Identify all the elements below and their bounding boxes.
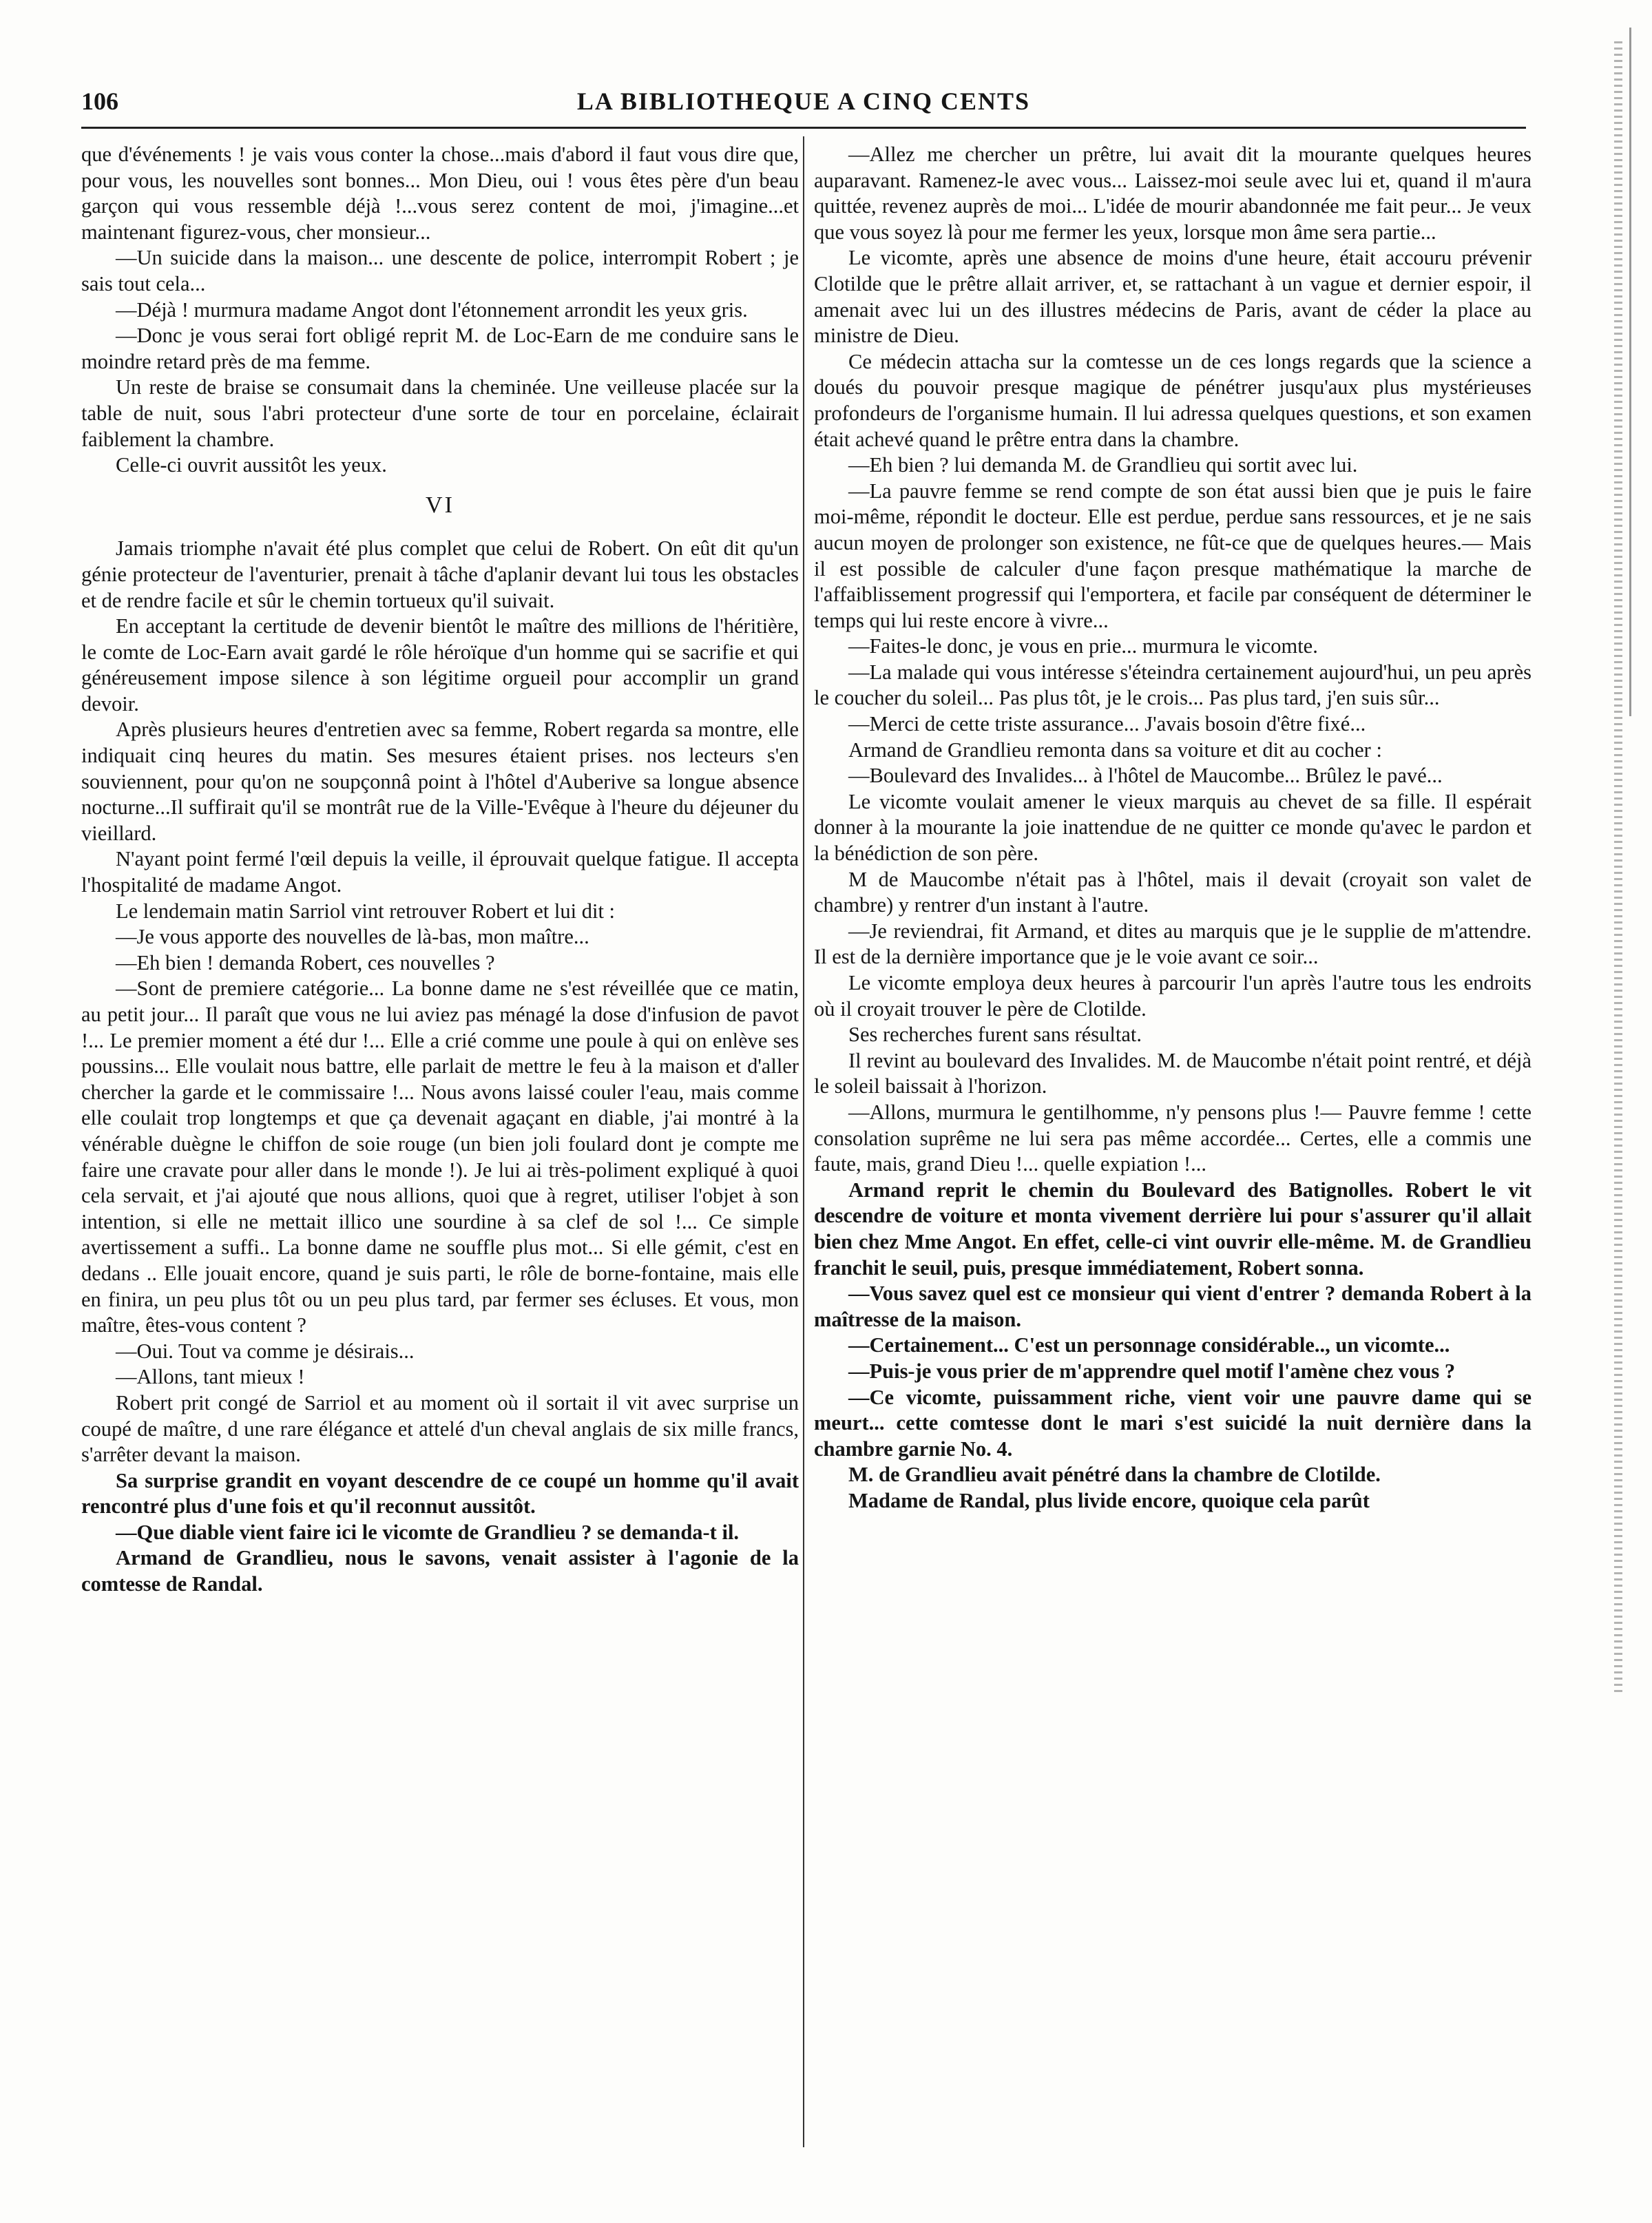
paragraph: En acceptant la certitude de devenir bientôt le maître des millions de l'héritière, le comte de Loc-Earn avait gardé le rôle héroïque d'un homme qui se sacrifie et qui généreusement impose silence à son légitime orgueil pour accomplir un grand devoir. xyxy=(81,614,799,716)
paragraph: —Un suicide dans la maison... une descente de police, interrompit Robert ; je sais tout cela... xyxy=(81,246,799,295)
paragraph: Armand de Grandlieu remonta dans sa voiture et dit au cocher : xyxy=(848,738,1382,762)
page-number: 106 xyxy=(81,87,118,115)
paragraph: —Je vous apporte des nouvelles de là-bas, mon maître... xyxy=(116,925,589,949)
left-column xyxy=(81,142,799,2167)
paragraph: Sa surprise grandit en voyant descendre de ce coupé un homme qu'il avait rencontré plus d'une fois et qu'il reconnut aussitôt. xyxy=(81,1468,799,1518)
paragraph: —Sont de premiere catégorie... La bonne dame ne s'est réveillée que ce matin, au petit jour... Il paraît que vous ne lui aviez pas ménagé la dose d'infusion de pavot !... Le premier moment a été dur !... Elle a crié comme une poule à qui on enlève ses poussins... Elle voulait nous battre, elle parlait de mettre le feu à la maison et d'aller chercher la garde et le commissaire !... Nous avons laissé couler l'eau, mais comme elle coulait trop longtemps et que ça devenait agaçant en diable, j'ai montré à la vénérable duègne le chiffon de soie rouge (un bien joli foulard dont je compte me faire une cravate pour aller dans le monde !). Je lui ai très-poliment expliqué à quoi cela servait, et j'ai ajouté que nous allions, quoi que à regret, utiliser l'objet à son intention, si elle ne mettait illico une sourdine à sa clef de sol !... Ce simple avertissement a suffi.. La bonne dame ne souffle plus mot... Si elle gémit, c'est en dedans .. Elle jouait encore, quand je suis parti, le rôle de borne-fontaine, mais elle en finira, un peu plus tôt ou un peu plus tard, par fermer ses écluses. Et vous, mon maître, êtes-vous content ? xyxy=(81,977,799,1337)
scan-edge-line xyxy=(1629,28,1631,716)
paragraph: Le vicomte employa deux heures à parcourir l'un après l'autre tous les endroits où il croyait trouver le père de Clotilde. xyxy=(814,971,1531,1021)
paragraph: —Allons, tant mieux ! xyxy=(116,1365,305,1389)
paragraph: —La malade qui vous intéresse s'éteindra certainement aujourd'hui, un peu après le coucher du soleil... Pas plus tôt, je le crois... Pas plus tard, j'en suis sûr... xyxy=(814,660,1531,710)
paragraph: —La pauvre femme se rend compte de son état aussi bien que je puis le faire moi-même, répondit le docteur. Elle est perdue, perdue sans ressources, et je ne sais aucun moyen de prolonger son existence, ne fût-ce que de quelques heures.— Mais il est possible de calculer d'une façon presque mathématique la marche de l'affaiblissement progressif qui l'emportera, et facile par conséquent de déterminer le temps qui lui reste encore à vivre... xyxy=(814,479,1531,632)
running-title: LA BIBLIOTHEQUE A CINQ CENTS xyxy=(576,87,1031,115)
scan-edge-artifact xyxy=(1614,41,1622,1694)
paragraph: —Puis-je vous prier de m'apprendre quel motif l'amène chez vous ? xyxy=(848,1359,1456,1383)
paragraph: Robert prit congé de Sarriol et au moment où il sortait il vit avec surprise un coupé de maître, d une rare élégance et attelé d'un cheval anglais de six mille francs, s'arrêter devant la maison. xyxy=(81,1390,799,1467)
paragraph: Il revint au boulevard des Invalides. M. de Maucombe n'était point rentré, et déjà le soleil baissait à l'horizon. xyxy=(814,1048,1531,1098)
paragraph: —Je reviendrai, fit Armand, et dites au marquis que je le supplie de m'attendre. Il est de la dernière importance que je le voie avant ce soir... xyxy=(814,919,1531,969)
paragraph: —Vous savez quel est ce monsieur qui vient d'entrer ? demanda Robert à la maîtresse de la maison. xyxy=(814,1282,1531,1331)
paragraph: —Eh bien ? lui demanda M. de Grandlieu qui sortit avec lui. xyxy=(848,453,1358,477)
paragraph: Le vicomte, après une absence de moins d'une heure, était accouru prévenir Clotilde que le prêtre allait arriver, et, se rattachant à un vague et dernier espoir, il amenait avec lui un des illustres médecins de Paris, avant de céder la place au ministre de Dieu. xyxy=(814,246,1531,348)
paragraph: que d'événements ! je vais vous conter la chose...mais d'abord il faut vous dire que, pour vous, les nouvelles sont bonnes... Mon Dieu, oui ! vous êtes père d'un beau garçon qui vous ressemble déjà !...vous serez content de moi, j'imagine...et maintenant figurez-vous, cher monsieur... xyxy=(81,143,799,244)
paragraph: Ce médecin attacha sur la comtesse un de ces longs regards que la science a doués du pouvoir presque magique de pénétrer jusqu'aux plus mystérieuses profondeurs de l'organisme humain. Il lui adressa quelques questions, et son examen était achevé quand le prêtre entra dans la chambre. xyxy=(814,349,1531,451)
paragraph: Un reste de braise se consumait dans la cheminée. Une veilleuse placée sur la table de nuit, sous l'abri protecteur d'une sorte de tour en porcelaine, éclairait faiblement la chambre. xyxy=(81,375,799,451)
paragraph: —Oui. Tout va comme je désirais... xyxy=(116,1339,415,1363)
paragraph: Ses recherches furent sans résultat. xyxy=(848,1023,1142,1047)
paragraph: Jamais triomphe n'avait été plus complet que celui de Robert. On eût dit qu'un génie protecteur de l'aventurier, prenait à tâche d'aplanir devant lui tous les obstacles et de rendre facile et sûr le chemin tortueux qu'il suivait. xyxy=(81,536,799,612)
paragraph: —Merci de cette triste assurance... J'avais bosoin d'être fixé... xyxy=(848,712,1366,736)
paragraph: Celle-ci ouvrit aussitôt les yeux. xyxy=(116,453,387,477)
paragraph: —Que diable vient faire ici le vicomte de Grandlieu ? se demanda-t il. xyxy=(116,1520,740,1544)
page-header xyxy=(81,81,1526,123)
paragraph: —Déjà ! murmura madame Angot dont l'étonnement arrondit les yeux gris. xyxy=(116,298,748,322)
column-divider xyxy=(803,136,804,2147)
paragraph: —Boulevard des Invalides... à l'hôtel de Maucombe... Brûlez le pavé... xyxy=(848,764,1443,788)
paragraph: Après plusieurs heures d'entretien avec sa femme, Robert regarda sa montre, elle indiquait cinq heures du matin. Ses mesures étaient prises. nos lecteurs s'en souviennent, pour qu'on ne soupçonnâ point à l'hôtel d'Auberive sa longue absence nocturne...Il suffirait qu'il se montrât rue de la Ville-'Evêque à l'heure du déjeuner du vieillard. xyxy=(81,718,799,845)
paragraph: —Eh bien ! demanda Robert, ces nouvelles ? xyxy=(116,950,495,974)
paragraph: Le vicomte voulait amener le vieux marquis au chevet de sa fille. Il espérait donner à la mourante la joie inattendue de ne quitter ce monde qu'avec le pardon et la bénédiction de son père. xyxy=(814,789,1531,866)
paragraph: —Certainement... C'est un personnage considérable.., un vicomte... xyxy=(848,1333,1450,1357)
paragraph: Armand de Grandlieu, nous le savons, venait assister à l'agonie de la comtesse de Randal. xyxy=(81,1546,799,1596)
paragraph: —Ce vicomte, puissamment riche, vient voir une pauvre dame qui se meurt... cette comtesse dont le mari s'est suicidé la nuit dernière dans la chambre garnie No. 4. xyxy=(814,1385,1531,1461)
paragraph: N'ayant point fermé l'œil depuis la veille, il éprouvait quelque fatigue. Il accepta l'hospitalité de madame Angot. xyxy=(81,847,799,897)
paragraph: —Allez me chercher un prêtre, lui avait dit la mourante quelques heures auparavant. Ramenez-le avec vous... Laissez-moi seule avec lui et, quand il m'aura quittée, revenez auprès de moi... L'idée de mourir abandonnée me fait peur... Je veux que vous soyez là pour me fermer les yeux, lorsque mon âme sera partie... xyxy=(814,143,1531,244)
right-column xyxy=(814,142,1531,2167)
paragraph: Le lendemain matin Sarriol vint retrouver Robert et lui dit : xyxy=(116,899,616,923)
paragraph: M. de Grandlieu avait pénétré dans la chambre de Clotilde. xyxy=(848,1463,1381,1487)
chapter-heading: VI xyxy=(426,492,454,518)
paragraph: —Faites-le donc, je vous en prie... murmura le vicomte. xyxy=(848,634,1318,658)
paragraph: —Donc je vous serai fort obligé reprit M. de Loc-Earn de me conduire sans le moindre retard près de ma femme. xyxy=(81,324,799,373)
paragraph: M de Maucombe n'était pas à l'hôtel, mais il devait (croyait son valet de chambre) y rentrer d'un instant à l'autre. xyxy=(814,867,1531,917)
paragraph: —Allons, murmura le gentilhomme, n'y pensons plus !— Pauvre femme ! cette consolation suprême ne lui sera pas même accordée... Certes, elle a commis une faute, mais, grand Dieu !... quelle expiation !... xyxy=(814,1100,1531,1176)
paragraph: Madame de Randal, plus livide encore, quoique cela parût xyxy=(848,1488,1370,1512)
paragraph: Armand reprit le chemin du Boulevard des Batignolles. Robert le vit descendre de voiture et monta vivement derrière lui pour s'assurer qu'il allait bien chez Mme Angot. En effet, celle-ci vint ouvrir elle-même. M. de Grandlieu franchit le seuil, puis, presque immédiatement, Robert sonna. xyxy=(814,1178,1531,1280)
header-rule xyxy=(81,127,1526,129)
